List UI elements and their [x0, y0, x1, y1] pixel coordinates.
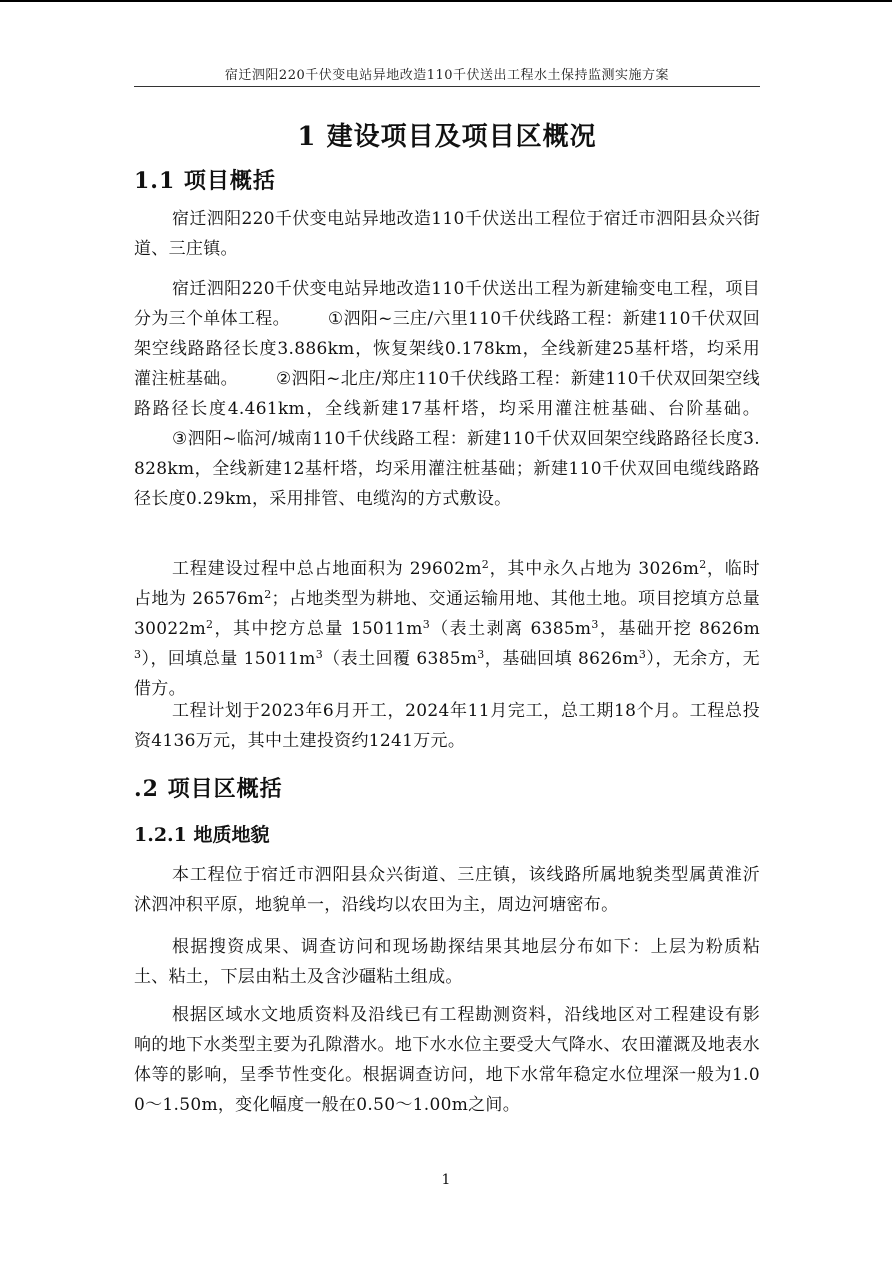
- circled-number-2: ②: [275, 369, 292, 389]
- text-segment: 泗阳~北庄/郑庄110千伏线路工程：新建110千伏双回架空线路路径长度4.461km，全线新建17基杆塔，均采用灌注桩基础、台阶基础。: [134, 369, 760, 419]
- superscript: 3: [638, 648, 647, 661]
- text-segment: ，其中永久占地为 3026m: [489, 559, 700, 579]
- paragraph-groundwater: 根据区域水文地质资料及沿线已有工程勘测资料，沿线地区对工程建设有影响的地下水类型主要为孔隙潜水。地下水水位主要受大气降水、农田灌溉及地表水体等的影响，呈季节性变化。根据调查访问，地下水常年稳定水位埋深一般为1.00～1.50m，变化幅度一般在0.50～1.00m之间。: [134, 1005, 760, 1115]
- paragraph-land-occupation: [134, 554, 760, 704]
- text-segment: 宿迁泗阳220千伏变电站异地改造110千伏送出工程为新建输变电工程，项目分为三个单体工程。: [134, 279, 760, 329]
- running-header: 宿迁泗阳220千伏变电站异地改造110千伏送出工程水土保持监测实施方案: [134, 64, 760, 87]
- paragraph-schedule-investment: 工程计划于2023年6月开工，2024年11月完工，总工期18个月。工程总投资4136万元，其中土建投资约1241万元。: [134, 701, 760, 751]
- subsection-title-1-2-1: 1.2.1 地质地貌: [134, 824, 270, 846]
- paragraph-strata: 根据搜资成果、调查访问和现场勘探结果其地层分布如下：上层为粉质粘土、粘土，下层由粘土及含沙礓粘土组成。: [134, 937, 760, 987]
- superscript: 2: [264, 588, 272, 601]
- circled-number-3: ③: [172, 429, 188, 449]
- text-segment: ，临时占地为 26576m: [134, 559, 760, 609]
- section-title-1-2: .2 项目区概括: [134, 776, 283, 802]
- text-segment: （表土回覆 6385m: [323, 649, 478, 669]
- superscript: 3: [315, 648, 323, 661]
- circled-number-1: ①: [327, 309, 344, 329]
- superscript: 3: [477, 648, 485, 661]
- text-segment: ，其中挖方总量 15011m: [213, 619, 423, 639]
- superscript: 2: [206, 618, 214, 631]
- text-segment: （表土剥离 6385m: [430, 619, 592, 639]
- superscript: 2: [481, 558, 490, 571]
- top-border: [0, 0, 892, 2]
- text-segment: 工程建设过程中总占地面积为 29602m: [172, 559, 482, 579]
- text-segment: 泗阳~三庄/六里110千伏线路工程：新建110千伏双回架空线路路径长度3.886km，恢复架线0.178km，全线新建25基杆塔，均采用灌注桩基础。: [134, 309, 760, 389]
- paragraph-project-composition: [134, 274, 760, 514]
- text-segment: ，基础回填 8626m: [484, 649, 639, 669]
- superscript: 3: [134, 648, 142, 661]
- section-title-1-1: 1.1 项目概括: [134, 168, 276, 194]
- superscript: 3: [422, 618, 431, 631]
- paragraph-location: 宿迁泗阳220千伏变电站异地改造110千伏送出工程位于宿迁市泗阳县众兴街道、三庄镇。: [134, 209, 760, 259]
- superscript: 2: [699, 558, 707, 571]
- text-segment: 泗阳~临河/城南110千伏线路工程：新建110千伏双回架空线路路径长度3.828km，全线新建12基杆塔，均采用灌注桩基础；新建110千伏双回电缆线路路径长度0.29km，采用排管、电缆沟的方式敷设。: [134, 429, 760, 509]
- page-number: 1: [441, 1172, 451, 1188]
- text-segment: ），回填总量 15011m: [141, 649, 316, 669]
- text-segment: ），无余方，无借方。: [134, 649, 760, 699]
- text-segment: ；占地类型为耕地、交通运输用地、其他土地。项目挖填方总量 30022m: [134, 589, 760, 639]
- superscript: 3: [591, 618, 599, 631]
- chapter-title: 1 建设项目及项目区概况: [297, 122, 597, 152]
- paragraph-landform: 本工程位于宿迁市泗阳县众兴街道、三庄镇，该线路所属地貌类型属黄淮沂沭泗冲积平原，地貌单一，沿线均以农田为主，周边河塘密布。: [134, 865, 760, 915]
- text-segment: ，基础开挖 8626m: [598, 619, 760, 639]
